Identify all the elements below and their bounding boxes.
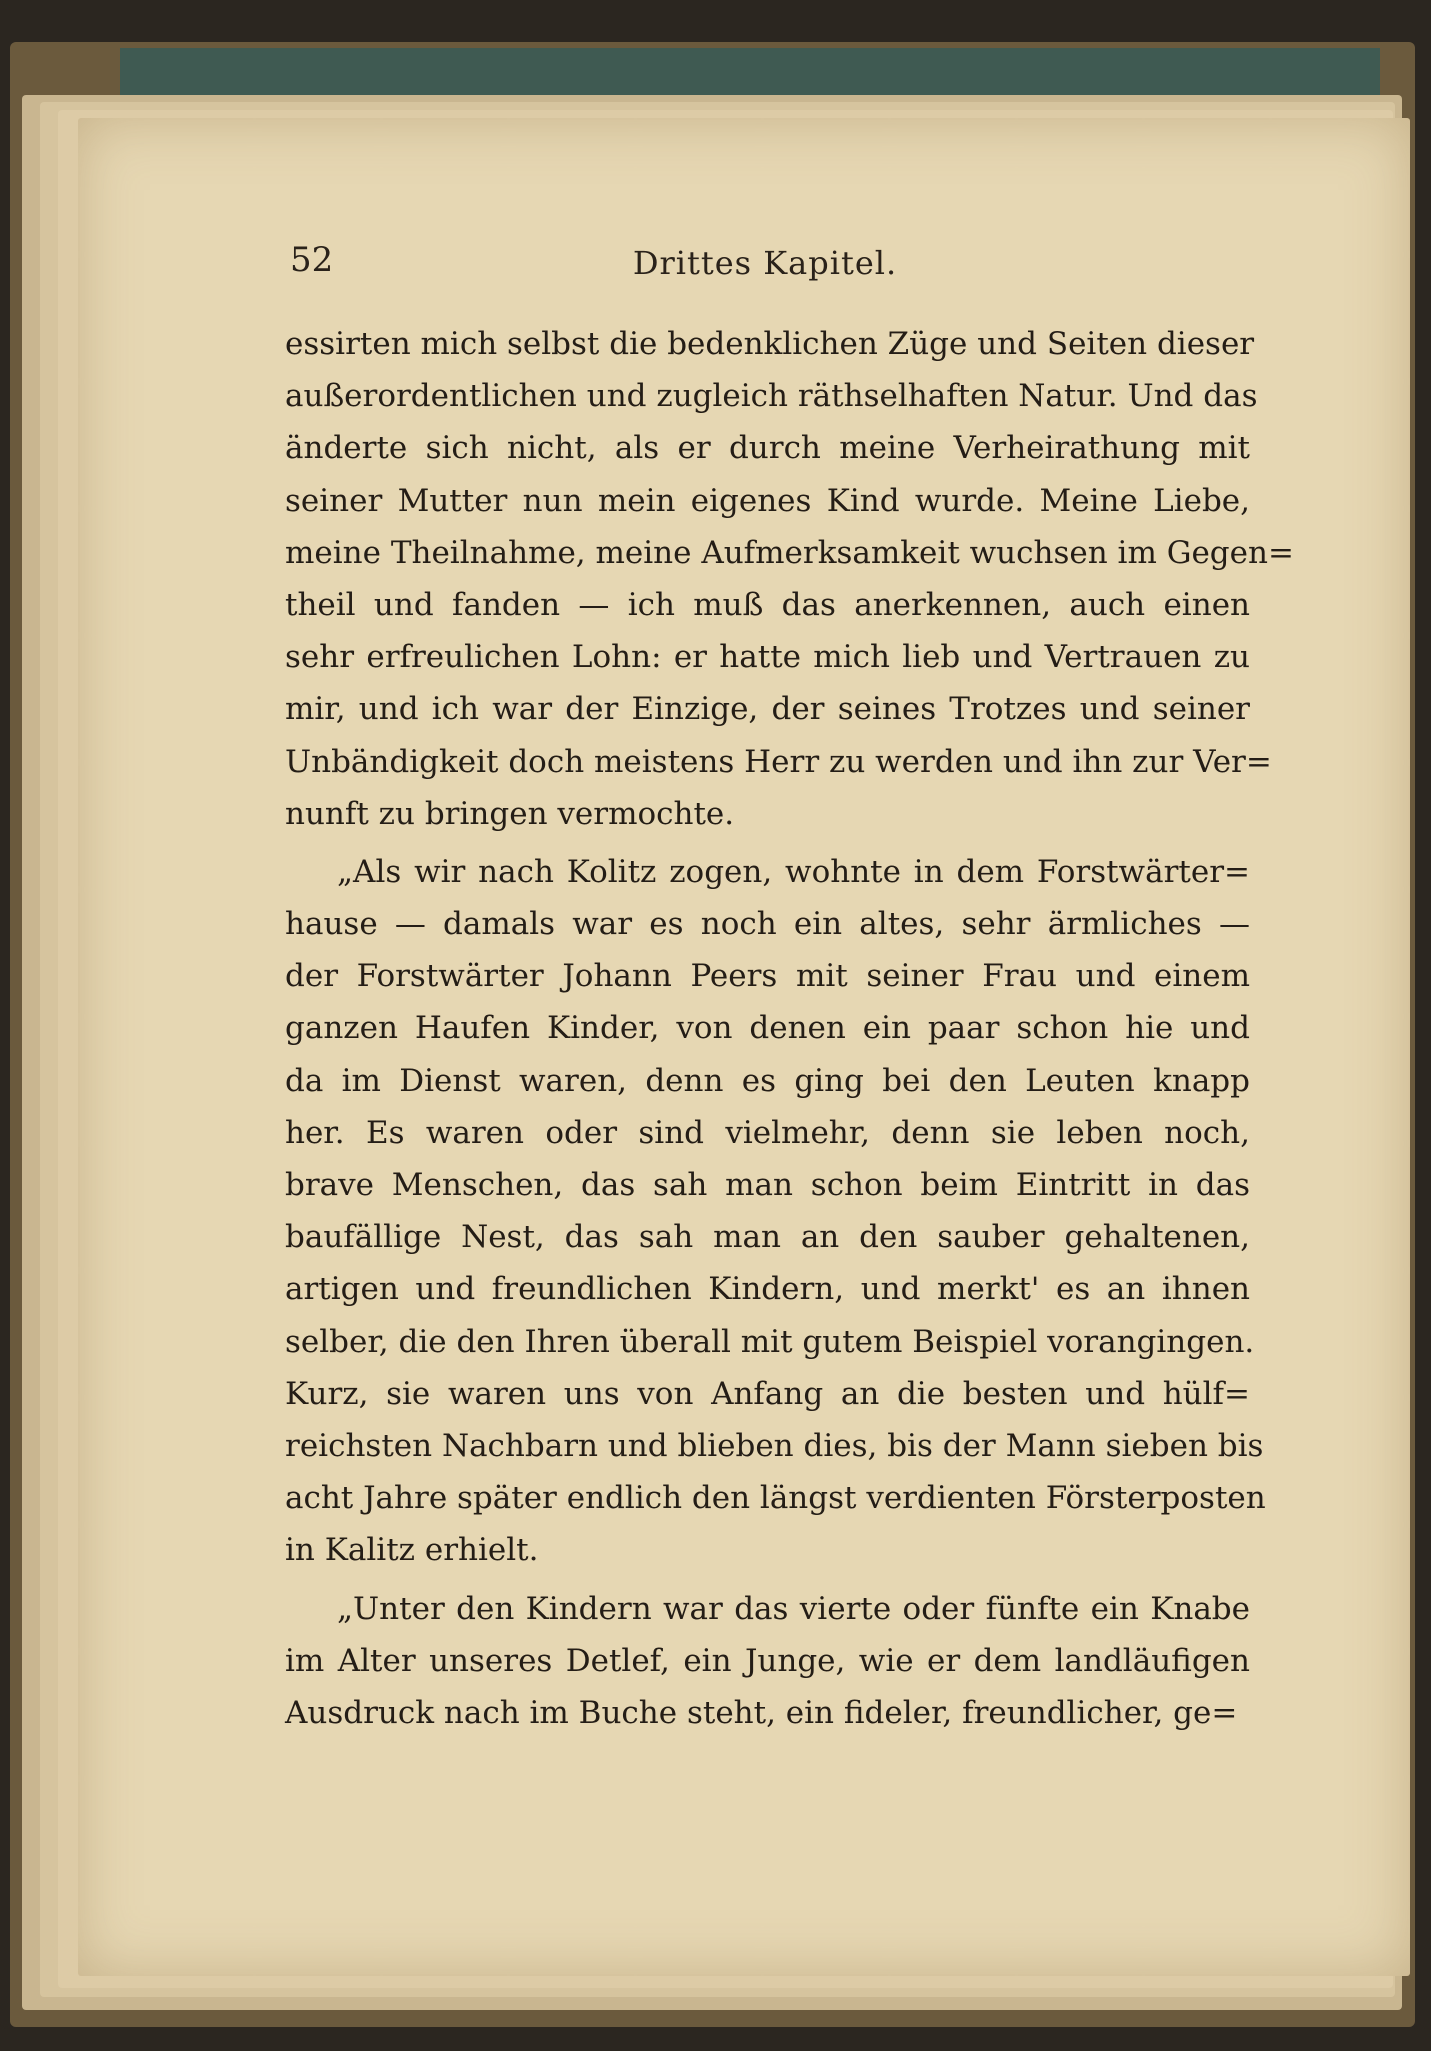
text-line: brave Menschen, das sah man schon beim Eintritt in das (285, 1167, 1250, 1203)
text-line: sehr erfreulichen Lohn: er hatte mich lieb und Vertrauen zu (285, 639, 1250, 676)
text-line: „Als wir nach Kolitz zogen, wohnte in dem Forstwärter= (337, 853, 1250, 890)
text-line: seiner Mutter nun mein eigenes Kind wurde. Meine Liebe, (285, 482, 1250, 519)
text-line: Ausdruck nach im Buche steht, ein fideler, freundlicher, ge= (285, 1694, 1238, 1731)
text-line: außerordentlichen und zugleich räthselhaften Natur. Und das (285, 378, 1258, 415)
text-line: meine Theilnahme, meine Aufmerksamkeit wuchsen im Gegen= (285, 534, 1294, 571)
text-line: „Unter den Kindern war das vierte oder fünfte ein Knabe (337, 1590, 1250, 1627)
text-line: Kurz, sie waren uns von Anfang an die besten und hülf= (285, 1375, 1250, 1412)
text-line: im Alter unseres Detlef, ein Junge, wie er dem landläufigen (285, 1642, 1250, 1679)
text-line: änderte sich nicht, als er durch meine Verheirathung mit (285, 430, 1250, 467)
running-title: Drittes Kapitel. (632, 244, 898, 282)
text-line: acht Jahre später endlich den längst verdienten Försterposten (285, 1480, 1266, 1517)
paragraph (285, 846, 1266, 1577)
text-line: ganzen Haufen Kinder, von denen ein paar schon hie und (285, 1010, 1250, 1047)
text-line: reichsten Nachbarn und blieben dies, bis der Mann sieben bis (285, 1427, 1264, 1464)
text-line: Unbändigkeit doch meistens Herr zu werden und ihn zur Ver= (285, 743, 1272, 780)
text-line: nunft zu bringen vermochte. (285, 795, 735, 832)
text-line: artigen und freundlichen Kindern, und merkt' es an ihnen (285, 1271, 1250, 1308)
text-line: selber, die den Ihren überall mit gutem Beispiel vorangingen. (285, 1323, 1255, 1360)
text-line: da im Dienst waren, denn es ging bei den Leuten knapp (285, 1062, 1250, 1099)
text-line: baufällige Nest, das sah man an den sauber gehaltenen, (285, 1219, 1250, 1256)
page-number: 52 (290, 240, 334, 280)
text-line: her. Es waren oder sind vielmehr, denn sie leben noch, (285, 1114, 1250, 1151)
page-header (290, 240, 1240, 290)
paragraph (285, 1583, 1250, 1740)
text-line: essirten mich selbst die bedenklichen Züge und Seiten dieser (285, 326, 1255, 362)
text-line: in Kalitz erhielt. (285, 1532, 539, 1569)
cover-spine-strip (120, 48, 1380, 98)
text-line: der Forstwärter Johann Peers mit seiner Frau und einem (285, 958, 1250, 995)
text-line: mir, und ich war der Einzige, der seines Trotzes und seiner (285, 691, 1250, 728)
page-body-text (285, 318, 1294, 1739)
text-line: theil und fanden — ich muß das anerkennen, auch einen (285, 586, 1250, 623)
paragraph (285, 318, 1294, 840)
text-line: hause — damals war es noch ein altes, sehr ärmliches — (285, 906, 1250, 943)
